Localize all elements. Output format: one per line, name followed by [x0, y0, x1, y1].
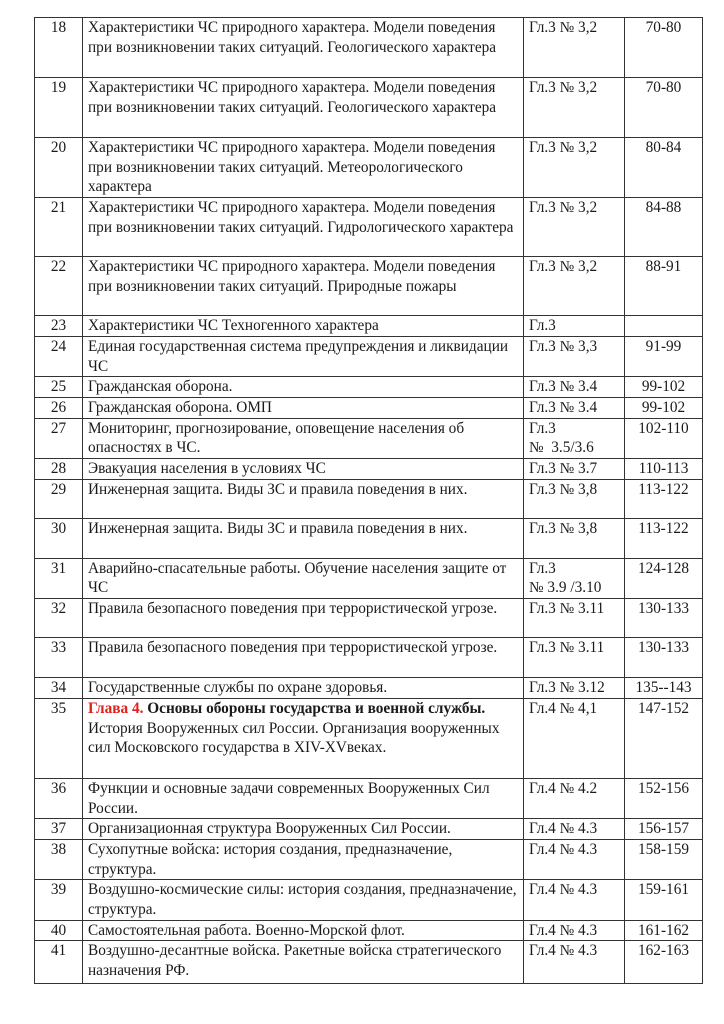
textbook-reference: Гл.3 № 3,8 [524, 518, 625, 558]
textbook-reference: Гл.3 № 3,2 [524, 78, 625, 138]
page-range: 156-157 [625, 819, 703, 840]
page-range: 70-80 [625, 78, 703, 138]
row-number: 34 [35, 678, 83, 699]
textbook-reference: Гл.3 № 3,2 [524, 257, 625, 316]
lesson-topic: Воздушно-космические силы: история создания, предназначение, структура. [83, 880, 524, 920]
lesson-topic: Аварийно-спасательные работы. Обучение населения защите от ЧС [83, 558, 524, 598]
chapter-label: Глава 4. [88, 699, 144, 717]
row-number: 41 [35, 941, 83, 984]
lesson-topic: Мониторинг, прогнозирование, оповещение населения об опасностях в ЧС. [83, 418, 524, 458]
row-number: 27 [35, 418, 83, 458]
textbook-reference [524, 418, 625, 458]
row-number: 32 [35, 599, 83, 638]
table-row [35, 397, 703, 418]
textbook-reference: Гл.3 № 3.4 [524, 377, 625, 398]
lesson-topic: Характеристики ЧС природного характера. Модели поведения при возникновении таких ситуаций. Природные пожары [83, 257, 524, 316]
row-number: 18 [35, 18, 83, 78]
textbook-reference: Гл.3 № 3,2 [524, 138, 625, 198]
row-number: 26 [35, 397, 83, 418]
textbook-reference: Гл.3 № 3.11 [524, 599, 625, 638]
row-number: 36 [35, 778, 83, 818]
table-row [35, 599, 703, 638]
lesson-topic: Характеристики ЧС Техногенного характера [83, 316, 524, 337]
page-range: 113-122 [625, 479, 703, 518]
row-number: 19 [35, 78, 83, 138]
page-range: 70-80 [625, 18, 703, 78]
reference-chapter: Гл.3 [529, 419, 556, 437]
page-range: 135--143 [625, 678, 703, 699]
reference-chapter: Гл.3 [529, 559, 556, 577]
row-number: 24 [35, 336, 83, 376]
row-number: 23 [35, 316, 83, 337]
row-number: 39 [35, 880, 83, 920]
lesson-topic: Характеристики ЧС природного характера. Модели поведения при возникновении таких ситуаций. Геологического характера [83, 18, 524, 78]
table-row [35, 198, 703, 257]
table-row [35, 518, 703, 558]
page-range: 99-102 [625, 397, 703, 418]
table-row [35, 316, 703, 337]
table-row [35, 18, 703, 78]
row-number: 29 [35, 479, 83, 518]
textbook-reference: Гл.4 № 4.3 [524, 941, 625, 984]
textbook-reference: Гл.4 № 4.3 [524, 920, 625, 941]
lesson-topic: Характеристики ЧС природного характера. Модели поведения при возникновении таких ситуаций. Метеорологического характера [83, 138, 524, 198]
page-range: 130-133 [625, 599, 703, 638]
reference-section: № 3.5/3.6 [529, 439, 594, 457]
table-row [35, 839, 703, 879]
row-number: 22 [35, 257, 83, 316]
row-number: 31 [35, 558, 83, 598]
lesson-topic-text: История Вооруженных сил России. Организация вооруженных сил Московского государства в XIV-XVвеках. [88, 719, 500, 757]
textbook-reference: Гл.4 № 4.3 [524, 819, 625, 840]
textbook-reference: Гл.4 № 4.3 [524, 880, 625, 920]
table-row [35, 819, 703, 840]
page-range: 80-84 [625, 138, 703, 198]
textbook-reference: Гл.3 № 3,2 [524, 18, 625, 78]
lesson-topic: Функции и основные задачи современных Вооруженных Сил России. [83, 778, 524, 818]
textbook-reference: Гл.3 [524, 316, 625, 337]
table-row [35, 558, 703, 598]
row-number: 25 [35, 377, 83, 398]
textbook-reference [524, 558, 625, 598]
lesson-topic: Гражданская оборона. ОМП [83, 397, 524, 418]
lesson-topic: Государственные службы по охране здоровья. [83, 678, 524, 699]
table-row [35, 78, 703, 138]
page-range: 161-162 [625, 920, 703, 941]
table-row [35, 638, 703, 678]
row-number: 33 [35, 638, 83, 678]
table-row [35, 698, 703, 778]
page-range: 158-159 [625, 839, 703, 879]
textbook-reference: Гл.3 № 3,3 [524, 336, 625, 376]
page-range: 88-91 [625, 257, 703, 316]
table-row [35, 880, 703, 920]
page-range: 102-110 [625, 418, 703, 458]
chapter-title: Основы обороны государства и военной службы. [147, 699, 486, 717]
table-row [35, 479, 703, 518]
page-range: 130-133 [625, 638, 703, 678]
row-number: 40 [35, 920, 83, 941]
textbook-reference: Гл.4 № 4.3 [524, 839, 625, 879]
table-row [35, 941, 703, 984]
textbook-reference: Гл.3 № 3.12 [524, 678, 625, 699]
table-row [35, 418, 703, 458]
lesson-topic: Инженерная защита. Виды ЗС и правила поведения в них. [83, 479, 524, 518]
page-range: 99-102 [625, 377, 703, 398]
page-range: 91-99 [625, 336, 703, 376]
lesson-plan-table [34, 17, 703, 984]
lesson-topic: Воздушно-десантные войска. Ракетные войска стратегического назначения РФ. [83, 941, 524, 984]
page-range: 159-161 [625, 880, 703, 920]
textbook-reference: Гл.3 № 3,2 [524, 198, 625, 257]
row-number: 20 [35, 138, 83, 198]
page-range: 84-88 [625, 198, 703, 257]
lesson-topic: Единая государственная система предупреждения и ликвидации ЧС [83, 336, 524, 376]
page-range [625, 316, 703, 337]
table-row [35, 778, 703, 818]
page-range: 162-163 [625, 941, 703, 984]
page-range: 152-156 [625, 778, 703, 818]
table-row [35, 920, 703, 941]
textbook-reference: Гл.3 № 3.7 [524, 459, 625, 480]
table-row [35, 459, 703, 480]
lesson-topic: Правила безопасного поведения при террористической угрозе. [83, 599, 524, 638]
page-range: 113-122 [625, 518, 703, 558]
lesson-topic: Правила безопасного поведения при террористической угрозе. [83, 638, 524, 678]
lesson-topic: Гражданская оборона. [83, 377, 524, 398]
page-range: 147-152 [625, 698, 703, 778]
textbook-reference: Гл.3 № 3,8 [524, 479, 625, 518]
textbook-reference: Гл.4 № 4,1 [524, 698, 625, 778]
lesson-topic: Организационная структура Вооруженных Сил России. [83, 819, 524, 840]
row-number: 37 [35, 819, 83, 840]
reference-section: № 3.9 /3.10 [529, 579, 602, 597]
page-range: 110-113 [625, 459, 703, 480]
lesson-topic: Характеристики ЧС природного характера. Модели поведения при возникновении таких ситуаций. Гидрологического характера [83, 198, 524, 257]
row-number: 38 [35, 839, 83, 879]
lesson-topic: Характеристики ЧС природного характера. Модели поведения при возникновении таких ситуаций. Геологического характера [83, 78, 524, 138]
textbook-reference: Гл.3 № 3.4 [524, 397, 625, 418]
row-number: 28 [35, 459, 83, 480]
table-row [35, 678, 703, 699]
row-number: 21 [35, 198, 83, 257]
lesson-topic: Эвакуация населения в условиях ЧС [83, 459, 524, 480]
lesson-topic: Инженерная защита. Виды ЗС и правила поведения в них. [83, 518, 524, 558]
row-number: 30 [35, 518, 83, 558]
lesson-topic: Сухопутные войска: история создания, предназначение, структура. [83, 839, 524, 879]
page-range: 124-128 [625, 558, 703, 598]
table-row [35, 138, 703, 198]
textbook-reference: Гл.4 № 4.2 [524, 778, 625, 818]
table-row [35, 336, 703, 376]
table-row [35, 257, 703, 316]
lesson-topic: Самостоятельная работа. Военно-Морской флот. [83, 920, 524, 941]
table-row [35, 377, 703, 398]
row-number: 35 [35, 698, 83, 778]
textbook-reference: Гл.3 № 3.11 [524, 638, 625, 678]
lesson-topic [83, 698, 524, 778]
